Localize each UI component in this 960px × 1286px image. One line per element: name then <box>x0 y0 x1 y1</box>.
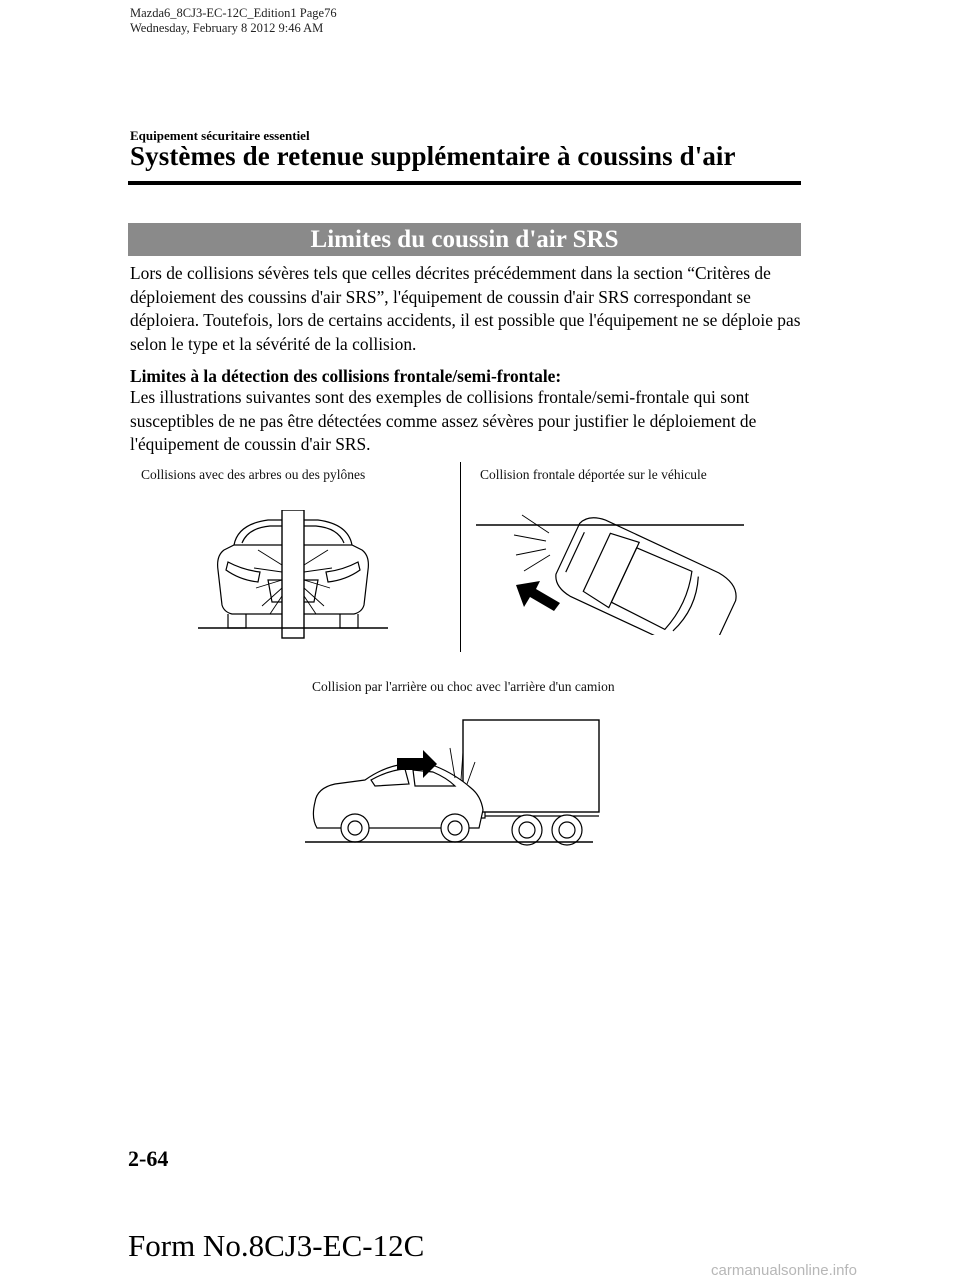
pole-collision-caption: Collisions avec des arbres ou des pylônes <box>141 467 366 482</box>
watermark-text: carmanualsonline.info <box>711 1262 857 1279</box>
title-rule <box>128 181 801 185</box>
examples-paragraph: Les illustrations suivantes sont des exemples de collisions frontale/semi-frontale qui sont susceptibles de ne pas être détectées comme assez sévères pour justifier le déploiement de l'équipement de coussin d'air SRS. <box>130 387 757 454</box>
pole-collision-illustration <box>198 510 388 640</box>
section-label: Equipement sécuritaire essentiel <box>130 128 310 143</box>
underride-collision-illustration <box>305 718 600 853</box>
illustration-divider <box>460 462 461 652</box>
page-title: Systèmes de retenue supplémentaire à coussins d'air <box>130 141 736 171</box>
print-header-date: Wednesday, February 8 2012 9:46 AM <box>130 21 324 35</box>
page-number: 2-64 <box>128 1146 169 1171</box>
offset-collision-illustration <box>474 505 749 635</box>
section-banner: Limites du coussin d'air SRS <box>128 223 801 256</box>
offset-collision-caption: Collision frontale déportée sur le véhicule <box>480 467 707 482</box>
print-header-file: Mazda6_8CJ3-EC-12C_Edition1 Page76 <box>130 6 337 20</box>
form-number: Form No.8CJ3-EC-12C <box>128 1228 425 1263</box>
underride-collision-caption: Collision par l'arrière ou choc avec l'arrière d'un camion <box>312 679 615 694</box>
print-header <box>130 6 337 36</box>
subheading: Limites à la détection des collisions frontale/semi-frontale: <box>130 366 562 386</box>
intro-paragraph: Lors de collisions sévères tels que celles décrites précédemment dans la section “Critères de déploiement des coussins d'air SRS”, l'équipement de coussin d'air SRS correspondant se déploiera. Toutefois, lors de certains accidents, il est possible que l'équipement ne se déploie pas selon le type et la sévérité de la collision. <box>130 263 801 354</box>
